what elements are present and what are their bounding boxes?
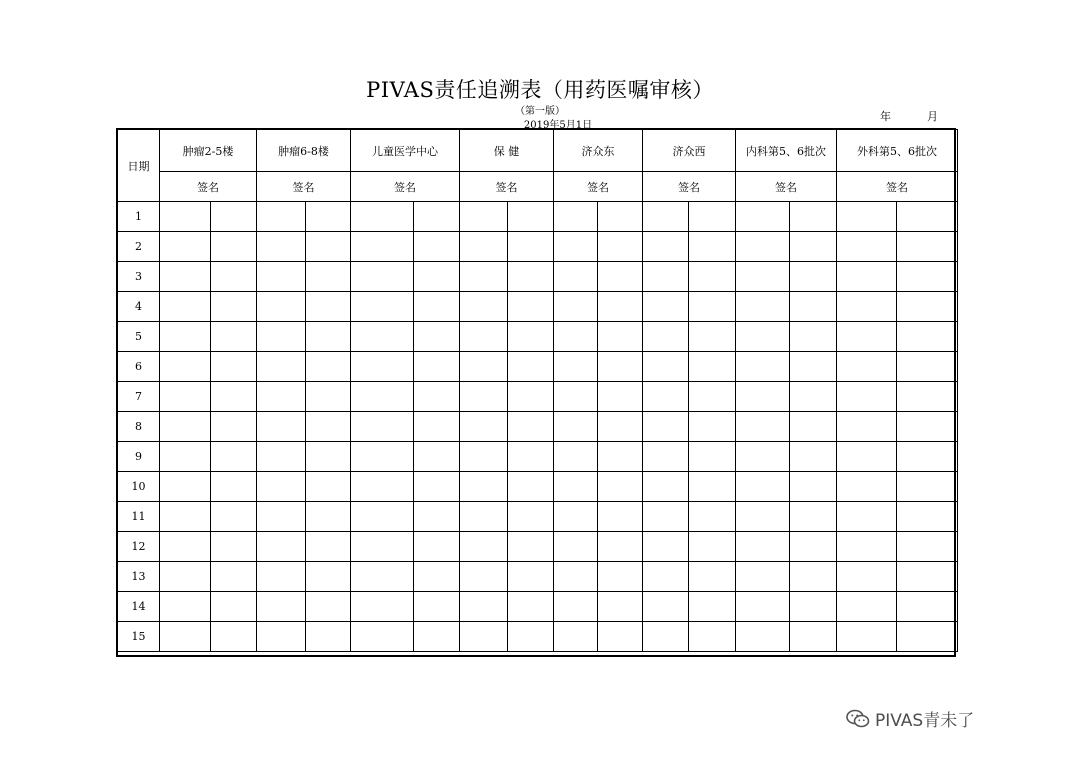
department-header: 保 健 xyxy=(460,130,554,172)
signature-cell[interactable] xyxy=(414,292,460,322)
signature-cell[interactable] xyxy=(351,202,414,232)
signature-cell[interactable] xyxy=(257,232,306,262)
signature-cell[interactable] xyxy=(736,562,790,592)
signature-cell[interactable] xyxy=(257,592,306,622)
signature-cell[interactable] xyxy=(790,382,837,412)
signature-cell[interactable] xyxy=(736,412,790,442)
signature-header: 签名 xyxy=(460,172,554,202)
signature-cell[interactable] xyxy=(160,562,211,592)
signature-cell[interactable] xyxy=(790,412,837,442)
row-day-number: 11 xyxy=(118,502,160,532)
signature-cell[interactable] xyxy=(598,292,643,322)
table-row xyxy=(118,592,958,622)
signature-cell[interactable] xyxy=(257,292,306,322)
row-day-number: 12 xyxy=(118,532,160,562)
signature-cell[interactable] xyxy=(351,562,414,592)
signature-cell[interactable] xyxy=(351,442,414,472)
signature-cell[interactable] xyxy=(257,322,306,352)
signature-cell[interactable] xyxy=(837,202,897,232)
signature-cell[interactable] xyxy=(460,352,508,382)
signature-cell[interactable] xyxy=(837,442,897,472)
signature-header: 签名 xyxy=(736,172,837,202)
signature-cell[interactable] xyxy=(598,382,643,412)
signature-cell[interactable] xyxy=(554,592,598,622)
row-day-number: 7 xyxy=(118,382,160,412)
signature-cell[interactable] xyxy=(897,262,958,292)
signature-cell[interactable] xyxy=(306,262,351,292)
signature-cell[interactable] xyxy=(736,352,790,382)
signature-cell[interactable] xyxy=(736,262,790,292)
signature-cell[interactable] xyxy=(460,322,508,352)
signature-cell[interactable] xyxy=(414,232,460,262)
signature-cell[interactable] xyxy=(211,592,257,622)
watermark-text: PIVAS青未了 xyxy=(875,711,975,731)
signature-cell[interactable] xyxy=(554,202,598,232)
signature-cell[interactable] xyxy=(460,382,508,412)
signature-cell[interactable] xyxy=(508,562,554,592)
signature-cell[interactable] xyxy=(790,232,837,262)
signature-cell[interactable] xyxy=(736,322,790,352)
signature-cell[interactable] xyxy=(211,412,257,442)
signature-cell[interactable] xyxy=(160,352,211,382)
wechat-icon xyxy=(846,709,870,729)
signature-cell[interactable] xyxy=(598,532,643,562)
signature-cell[interactable] xyxy=(598,202,643,232)
signature-cell[interactable] xyxy=(508,622,554,652)
signature-cell[interactable] xyxy=(736,202,790,232)
department-header: 济众西 xyxy=(643,130,736,172)
signature-cell[interactable] xyxy=(160,472,211,502)
signature-cell[interactable] xyxy=(897,232,958,262)
signature-cell[interactable] xyxy=(837,622,897,652)
signature-cell[interactable] xyxy=(736,532,790,562)
table-row xyxy=(118,382,958,412)
date-column-header: 日期 xyxy=(118,130,160,202)
signature-cell[interactable] xyxy=(897,592,958,622)
department-header: 济众东 xyxy=(554,130,643,172)
signature-cell[interactable] xyxy=(414,352,460,382)
signature-cell[interactable] xyxy=(643,472,689,502)
signature-cell[interactable] xyxy=(790,592,837,622)
signature-cell[interactable] xyxy=(689,442,736,472)
signature-cell[interactable] xyxy=(508,442,554,472)
signature-cell[interactable] xyxy=(508,292,554,322)
department-header: 肿瘤2-5楼 xyxy=(160,130,257,172)
signature-cell[interactable] xyxy=(837,472,897,502)
signature-header: 签名 xyxy=(160,172,257,202)
signature-cell[interactable] xyxy=(508,592,554,622)
signature-cell[interactable] xyxy=(643,532,689,562)
signature-cell[interactable] xyxy=(554,232,598,262)
signature-cell[interactable] xyxy=(643,622,689,652)
table-row xyxy=(118,202,958,232)
signature-cell[interactable] xyxy=(414,412,460,442)
signature-cell[interactable] xyxy=(897,352,958,382)
signature-cell[interactable] xyxy=(554,352,598,382)
signature-cell[interactable] xyxy=(598,502,643,532)
signature-cell[interactable] xyxy=(211,622,257,652)
signature-cell[interactable] xyxy=(643,382,689,412)
row-day-number: 8 xyxy=(118,412,160,442)
signature-cell[interactable] xyxy=(837,562,897,592)
signature-cell[interactable] xyxy=(508,262,554,292)
signature-cell[interactable] xyxy=(160,442,211,472)
signature-cell[interactable] xyxy=(508,382,554,412)
signature-cell[interactable] xyxy=(351,322,414,352)
table-row xyxy=(118,232,958,262)
signature-cell[interactable] xyxy=(790,532,837,562)
signature-cell[interactable] xyxy=(414,382,460,412)
signature-cell[interactable] xyxy=(257,202,306,232)
signature-cell[interactable] xyxy=(598,592,643,622)
signature-cell[interactable] xyxy=(257,442,306,472)
signature-cell[interactable] xyxy=(736,592,790,622)
signature-cell[interactable] xyxy=(689,382,736,412)
signature-cell[interactable] xyxy=(414,592,460,622)
signature-cell[interactable] xyxy=(643,442,689,472)
signature-cell[interactable] xyxy=(508,472,554,502)
signature-cell[interactable] xyxy=(460,532,508,562)
signature-cell[interactable] xyxy=(160,232,211,262)
signature-cell[interactable] xyxy=(460,292,508,322)
signature-cell[interactable] xyxy=(160,382,211,412)
signature-cell[interactable] xyxy=(598,352,643,382)
table-row xyxy=(118,472,958,502)
page-title: PIVAS责任追溯表（用药医嘱审核） xyxy=(366,78,714,102)
signature-cell[interactable] xyxy=(414,472,460,502)
signature-cell[interactable] xyxy=(643,502,689,532)
signature-cell[interactable] xyxy=(790,442,837,472)
signature-cell[interactable] xyxy=(257,502,306,532)
signature-cell[interactable] xyxy=(306,442,351,472)
signature-cell[interactable] xyxy=(460,232,508,262)
signature-cell[interactable] xyxy=(460,412,508,442)
signature-cell[interactable] xyxy=(897,322,958,352)
row-day-number: 15 xyxy=(118,622,160,652)
signature-cell[interactable] xyxy=(257,262,306,292)
signature-header: 签名 xyxy=(837,172,958,202)
signature-cell[interactable] xyxy=(351,292,414,322)
signature-cell[interactable] xyxy=(897,202,958,232)
signature-cell[interactable] xyxy=(160,622,211,652)
row-day-number: 10 xyxy=(118,472,160,502)
department-header: 内科第5、6批次 xyxy=(736,130,837,172)
signature-cell[interactable] xyxy=(790,352,837,382)
signature-cell[interactable] xyxy=(306,532,351,562)
signature-cell[interactable] xyxy=(160,262,211,292)
signature-cell[interactable] xyxy=(351,532,414,562)
signature-cell[interactable] xyxy=(257,532,306,562)
signature-cell[interactable] xyxy=(460,502,508,532)
signature-cell[interactable] xyxy=(306,562,351,592)
signature-cell[interactable] xyxy=(160,592,211,622)
row-day-number: 6 xyxy=(118,352,160,382)
signature-cell[interactable] xyxy=(414,622,460,652)
signature-cell[interactable] xyxy=(351,382,414,412)
signature-cell[interactable] xyxy=(689,412,736,442)
signature-cell[interactable] xyxy=(790,472,837,502)
signature-cell[interactable] xyxy=(306,382,351,412)
signature-cell[interactable] xyxy=(554,532,598,562)
signature-cell[interactable] xyxy=(790,562,837,592)
signature-cell[interactable] xyxy=(460,472,508,502)
table-row xyxy=(118,442,958,472)
document-date: 2019年5月1日 xyxy=(523,120,593,131)
signature-cell[interactable] xyxy=(736,292,790,322)
table-row xyxy=(118,532,958,562)
signature-cell[interactable] xyxy=(460,442,508,472)
signature-cell[interactable] xyxy=(837,592,897,622)
department-header: 外科第5、6批次 xyxy=(837,130,958,172)
signature-cell[interactable] xyxy=(554,292,598,322)
signature-cell[interactable] xyxy=(306,352,351,382)
signature-cell[interactable] xyxy=(160,502,211,532)
signature-cell[interactable] xyxy=(160,532,211,562)
table-row xyxy=(118,292,958,322)
signature-cell[interactable] xyxy=(689,592,736,622)
signature-cell[interactable] xyxy=(897,412,958,442)
signature-cell[interactable] xyxy=(598,442,643,472)
signature-cell[interactable] xyxy=(414,502,460,532)
signature-cell[interactable] xyxy=(508,532,554,562)
signature-cell[interactable] xyxy=(897,382,958,412)
signature-cell[interactable] xyxy=(257,382,306,412)
signature-cell[interactable] xyxy=(643,232,689,262)
signature-cell[interactable] xyxy=(554,322,598,352)
signature-cell[interactable] xyxy=(689,292,736,322)
signature-cell[interactable] xyxy=(554,262,598,292)
signature-cell[interactable] xyxy=(351,502,414,532)
signature-cell[interactable] xyxy=(598,262,643,292)
signature-cell[interactable] xyxy=(689,352,736,382)
signature-cell[interactable] xyxy=(790,502,837,532)
signature-cell[interactable] xyxy=(554,412,598,442)
signature-cell[interactable] xyxy=(643,322,689,352)
signature-cell[interactable] xyxy=(306,472,351,502)
signature-cell[interactable] xyxy=(306,502,351,532)
signature-cell[interactable] xyxy=(460,592,508,622)
signature-cell[interactable] xyxy=(837,412,897,442)
signature-cell[interactable] xyxy=(689,502,736,532)
signature-cell[interactable] xyxy=(736,502,790,532)
signature-cell[interactable] xyxy=(508,352,554,382)
signature-cell[interactable] xyxy=(736,442,790,472)
signature-cell[interactable] xyxy=(211,322,257,352)
signature-cell[interactable] xyxy=(598,622,643,652)
signature-cell[interactable] xyxy=(554,502,598,532)
signature-cell[interactable] xyxy=(160,322,211,352)
signature-cell[interactable] xyxy=(414,322,460,352)
signature-cell[interactable] xyxy=(460,202,508,232)
signature-cell[interactable] xyxy=(643,352,689,382)
signature-cell[interactable] xyxy=(897,292,958,322)
signature-cell[interactable] xyxy=(460,562,508,592)
department-header: 肿瘤6-8楼 xyxy=(257,130,351,172)
signature-cell[interactable] xyxy=(790,622,837,652)
signature-cell[interactable] xyxy=(897,472,958,502)
signature-cell[interactable] xyxy=(211,352,257,382)
signature-cell[interactable] xyxy=(414,562,460,592)
signature-cell[interactable] xyxy=(837,232,897,262)
row-day-number: 1 xyxy=(118,202,160,232)
row-day-number: 2 xyxy=(118,232,160,262)
signature-cell[interactable] xyxy=(211,532,257,562)
signature-cell[interactable] xyxy=(508,502,554,532)
signature-cell[interactable] xyxy=(598,232,643,262)
signature-cell[interactable] xyxy=(351,412,414,442)
signature-header: 签名 xyxy=(351,172,460,202)
row-day-number: 5 xyxy=(118,322,160,352)
signature-cell[interactable] xyxy=(306,592,351,622)
signature-cell[interactable] xyxy=(351,262,414,292)
signature-cell[interactable] xyxy=(689,622,736,652)
signature-cell[interactable] xyxy=(598,472,643,502)
signature-header: 签名 xyxy=(554,172,643,202)
signature-cell[interactable] xyxy=(414,202,460,232)
signature-cell[interactable] xyxy=(837,352,897,382)
year-label: 年 xyxy=(880,110,891,123)
signature-cell[interactable] xyxy=(897,622,958,652)
signature-cell[interactable] xyxy=(598,322,643,352)
signature-cell[interactable] xyxy=(643,412,689,442)
signature-cell[interactable] xyxy=(598,412,643,442)
signature-cell[interactable] xyxy=(837,382,897,412)
table-row xyxy=(118,562,958,592)
signature-cell[interactable] xyxy=(689,532,736,562)
signature-cell[interactable] xyxy=(306,412,351,442)
signature-cell[interactable] xyxy=(837,532,897,562)
signature-cell[interactable] xyxy=(689,472,736,502)
signature-cell[interactable] xyxy=(554,442,598,472)
signature-cell[interactable] xyxy=(508,412,554,442)
signature-cell[interactable] xyxy=(837,322,897,352)
row-day-number: 9 xyxy=(118,442,160,472)
row-day-number: 14 xyxy=(118,592,160,622)
watermark xyxy=(846,706,974,731)
signature-cell[interactable] xyxy=(897,532,958,562)
signature-cell[interactable] xyxy=(351,472,414,502)
signature-cell[interactable] xyxy=(351,592,414,622)
signature-cell[interactable] xyxy=(257,562,306,592)
signature-cell[interactable] xyxy=(508,232,554,262)
signature-cell[interactable] xyxy=(736,472,790,502)
signature-cell[interactable] xyxy=(460,622,508,652)
signature-cell[interactable] xyxy=(211,262,257,292)
row-day-number: 4 xyxy=(118,292,160,322)
signature-cell[interactable] xyxy=(211,502,257,532)
signature-cell[interactable] xyxy=(306,622,351,652)
table-row xyxy=(118,502,958,532)
signature-cell[interactable] xyxy=(643,262,689,292)
signature-cell[interactable] xyxy=(306,292,351,322)
edition-label: （第一版） xyxy=(515,106,565,117)
signature-cell[interactable] xyxy=(643,562,689,592)
signature-cell[interactable] xyxy=(211,232,257,262)
signature-cell[interactable] xyxy=(351,622,414,652)
signature-cell[interactable] xyxy=(508,322,554,352)
signature-cell[interactable] xyxy=(257,622,306,652)
table-row xyxy=(118,352,958,382)
signature-cell[interactable] xyxy=(554,382,598,412)
signature-cell[interactable] xyxy=(837,262,897,292)
signature-cell[interactable] xyxy=(790,262,837,292)
table-row xyxy=(118,412,958,442)
signature-cell[interactable] xyxy=(736,622,790,652)
signature-cell[interactable] xyxy=(351,352,414,382)
signature-cell[interactable] xyxy=(790,292,837,322)
signature-cell[interactable] xyxy=(897,442,958,472)
signature-cell[interactable] xyxy=(837,502,897,532)
signature-cell[interactable] xyxy=(736,232,790,262)
row-day-number: 3 xyxy=(118,262,160,292)
signature-cell[interactable] xyxy=(160,412,211,442)
signature-cell[interactable] xyxy=(306,322,351,352)
table-row xyxy=(118,262,958,292)
signature-cell[interactable] xyxy=(643,292,689,322)
signature-cell[interactable] xyxy=(351,232,414,262)
signature-cell[interactable] xyxy=(460,262,508,292)
signature-header: 签名 xyxy=(257,172,351,202)
signature-cell[interactable] xyxy=(643,592,689,622)
signature-cell[interactable] xyxy=(689,202,736,232)
department-header: 儿童医学中心 xyxy=(351,130,460,172)
signature-cell[interactable] xyxy=(598,562,643,592)
traceability-table xyxy=(117,129,958,652)
signature-cell[interactable] xyxy=(211,382,257,412)
signature-cell[interactable] xyxy=(211,442,257,472)
table-row xyxy=(118,622,958,652)
signature-cell[interactable] xyxy=(211,562,257,592)
signature-cell[interactable] xyxy=(414,442,460,472)
signature-cell[interactable] xyxy=(211,202,257,232)
signature-cell[interactable] xyxy=(897,502,958,532)
signature-cell[interactable] xyxy=(790,322,837,352)
signature-cell[interactable] xyxy=(257,472,306,502)
signature-cell[interactable] xyxy=(689,322,736,352)
month-label: 月 xyxy=(927,110,938,123)
signature-cell[interactable] xyxy=(414,532,460,562)
signature-cell[interactable] xyxy=(643,202,689,232)
table-row xyxy=(118,322,958,352)
signature-cell[interactable] xyxy=(160,292,211,322)
signature-cell[interactable] xyxy=(257,412,306,442)
signature-cell[interactable] xyxy=(790,202,837,232)
signature-cell[interactable] xyxy=(257,352,306,382)
row-day-number: 13 xyxy=(118,562,160,592)
signature-cell[interactable] xyxy=(508,202,554,232)
signature-cell[interactable] xyxy=(837,292,897,322)
signature-cell[interactable] xyxy=(897,562,958,592)
signature-cell[interactable] xyxy=(689,262,736,292)
signature-cell[interactable] xyxy=(689,562,736,592)
signature-cell[interactable] xyxy=(736,382,790,412)
signature-cell[interactable] xyxy=(554,562,598,592)
signature-cell[interactable] xyxy=(554,622,598,652)
signature-cell[interactable] xyxy=(306,232,351,262)
signature-header: 签名 xyxy=(643,172,736,202)
signature-cell[interactable] xyxy=(211,472,257,502)
signature-cell[interactable] xyxy=(211,292,257,322)
signature-cell[interactable] xyxy=(554,472,598,502)
signature-cell[interactable] xyxy=(689,232,736,262)
signature-cell[interactable] xyxy=(306,202,351,232)
signature-cell[interactable] xyxy=(160,202,211,232)
signature-cell[interactable] xyxy=(414,262,460,292)
